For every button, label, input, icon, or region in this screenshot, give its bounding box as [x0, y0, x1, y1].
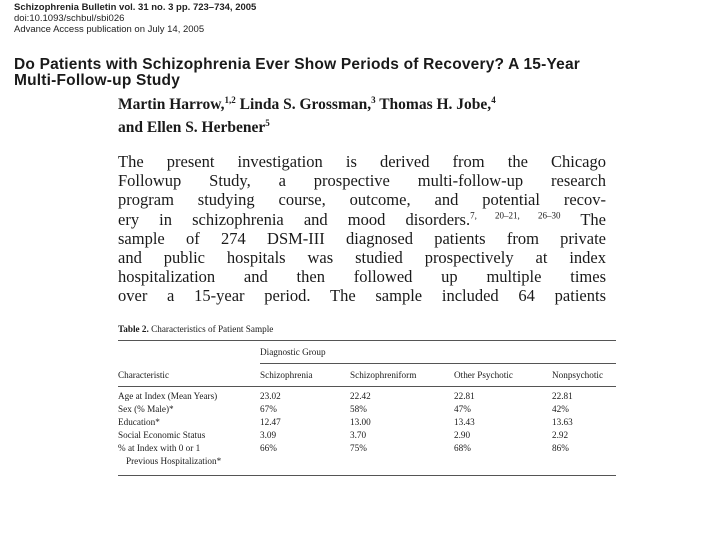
- table-row-continuation: [118, 456, 616, 469]
- table-row: [118, 404, 616, 417]
- author-affiliation: 3: [371, 95, 376, 105]
- author-name: Martin Harrow,: [118, 96, 225, 114]
- table-cell: 3.09: [260, 430, 277, 440]
- paper-title-line-2: Multi-Follow-up Study: [14, 72, 181, 89]
- author-name: and Ellen S. Herbener: [118, 119, 266, 137]
- table-body: [118, 341, 616, 476]
- table-cell: 13.63: [552, 417, 573, 427]
- author-line-2: [118, 114, 496, 137]
- body-line: over a 15-year period. The sample included 64 patients: [118, 286, 606, 306]
- author-name: Linda S. Grossman,: [235, 96, 372, 114]
- table-cell: 13.43: [454, 417, 475, 427]
- column-header: Nonpsychotic: [552, 370, 604, 380]
- table-cell: 2.90: [454, 430, 471, 440]
- body-line: [118, 210, 606, 229]
- table-cell: 75%: [350, 443, 367, 453]
- author-line-1: [118, 91, 496, 114]
- journal-header: [14, 2, 256, 35]
- journal-access-date: Advance Access publication on July 14, 2005: [14, 24, 205, 35]
- group-header: Diagnostic Group: [260, 341, 616, 364]
- body-line: hospitalization and then followed up multiple times: [118, 267, 606, 287]
- row-label: Social Economic Status: [118, 430, 206, 440]
- body-line: The present investigation is derived from the Chicago: [118, 152, 606, 171]
- table-cell: 68%: [454, 443, 471, 453]
- row-label: Age at Index (Mean Years): [118, 391, 218, 401]
- journal-doi: doi:10.1093/schbul/sbi026: [14, 13, 125, 24]
- table-cell: 67%: [260, 404, 277, 414]
- table-row: [118, 430, 616, 443]
- column-header: Other Psychotic: [454, 370, 513, 380]
- table-cell: 66%: [260, 443, 277, 453]
- column-header-row: [118, 364, 616, 387]
- paper-title-line-1: Do Patients with Schizophrenia Ever Show Periods of Recovery? A 15-Year: [14, 56, 581, 73]
- author-list: [118, 91, 496, 137]
- table-caption-text: Characteristics of Patient Sample: [148, 324, 274, 334]
- table-cell: 58%: [350, 404, 367, 414]
- column-header: Schizophrenia: [260, 370, 313, 380]
- author-name: Thomas H. Jobe,: [375, 96, 492, 114]
- table-row: [118, 391, 616, 404]
- body-line: sample of 274 DSM-III diagnosed patients from private: [118, 228, 606, 248]
- author-affiliation: 5: [265, 118, 270, 129]
- table-number: Table 2.: [118, 324, 149, 334]
- body-line: Followup Study, a prospective multi-follow-up research: [118, 171, 606, 191]
- row-label: Sex (% Male)*: [118, 404, 174, 414]
- table-cell: 12.47: [260, 417, 281, 427]
- author-affiliation: 1,2: [224, 95, 236, 105]
- table-cell: 13.00: [350, 417, 371, 427]
- column-header: Schizophreniform: [350, 370, 417, 380]
- table-bottom-rule: [118, 469, 616, 476]
- table-cell: 22.81: [552, 391, 573, 401]
- table-cell: 42%: [552, 404, 569, 414]
- author-affiliation: 4: [491, 95, 496, 105]
- paper-title: [14, 57, 694, 89]
- table-caption: [118, 324, 616, 334]
- table-cell: 22.81: [454, 391, 475, 401]
- table-cell: 47%: [454, 404, 471, 414]
- table-cell: 2.92: [552, 430, 569, 440]
- column-header: Characteristic: [118, 369, 170, 380]
- citation-refs: 7, 20–21, 26–30: [470, 210, 561, 221]
- body-line-text: ery in schizophrenia and mood disorders.: [118, 209, 471, 229]
- group-header-row: [118, 341, 616, 364]
- table-cell: 3.70: [350, 430, 367, 440]
- table-row: [118, 417, 616, 430]
- table-cell: 23.02: [260, 391, 281, 401]
- body-line-text: The: [560, 209, 607, 229]
- journal-citation: Schizophrenia Bulletin vol. 31 no. 3 pp. 723–734, 2005: [14, 2, 257, 13]
- table-cell: 86%: [552, 443, 569, 453]
- characteristics-table: [118, 324, 616, 476]
- body-line: and public hospitals was studied prospectively at index: [118, 248, 606, 268]
- table-cell: 22.42: [350, 391, 371, 401]
- row-label: Education*: [118, 417, 160, 427]
- row-label-continuation: Previous Hospitalization*: [126, 456, 222, 466]
- body-line: program studying course, outcome, and potential recov-: [118, 190, 606, 210]
- table-row: [118, 443, 616, 456]
- body-paragraph: [118, 152, 606, 306]
- row-label: % at Index with 0 or 1: [118, 443, 201, 453]
